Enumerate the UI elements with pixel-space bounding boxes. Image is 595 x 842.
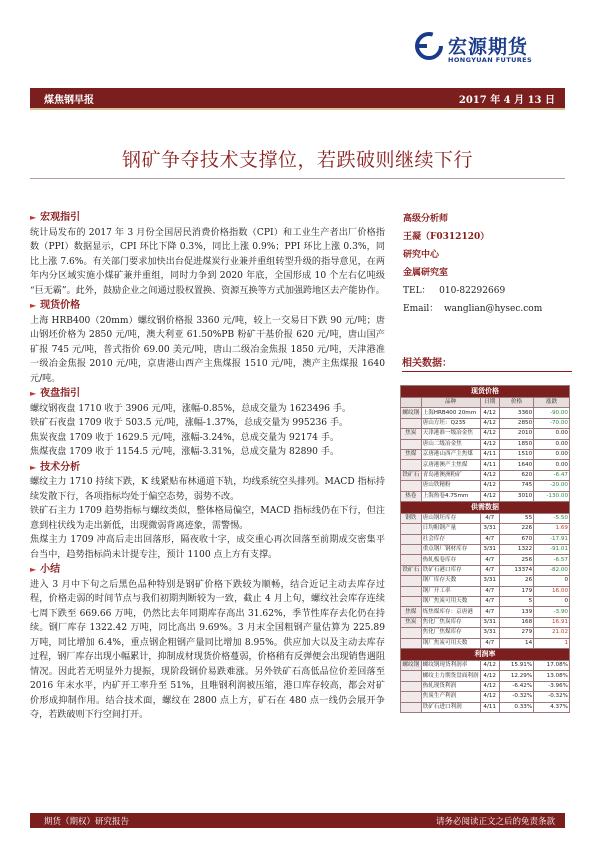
table-row [401,660,570,670]
table-column-header: 涨跌 [534,398,570,408]
table-cell-date: 4/11 [480,460,499,470]
table-row [401,597,570,607]
table-cell-val: 2010 [499,429,533,439]
table-row [401,439,570,449]
paragraph: 进入 3 月中下旬之后黑色品种特别是钢矿价格下跌较为顺畅，结合近记主动去库存过程，价格走弱的时间节点与我们初期判断较为一致，截止 4 月上旬，螺纹社会库存连续七周下跌至 669.66 万吨，仍然比去年同期库存高出 31.62%，季节性库存去化仍在持续。钢厂库存 1322.42 万吨，同比高出 9.69%。3 月末全国粗钢产量估算为 225.89 万吨，同比增加 6.4%，重点钢企粗钢产量同比增加 8.95%。供应加大以及主动去库存过程，钢厂库存出现小幅累计，抑制成材现货价格蔓弱，价格稍有反弹便会出现销售遇阻情况。因此若无明显外力提振，现阶段钢价易跌难涨。另外铁矿石高低品位价差回落至 2016 年末水平，内矿开工率升至 51%，且唯钢利润被压缩，港口库存较高，都会对矿价形成抑制作用。结合技术面，螺纹在 2800 点上方，矿石在 480 点一线仍会展开争夺，若跌破则下行空间打开。 [30,579,385,720]
table-cell-cat [401,638,422,648]
table-cell-chg: 0 [534,597,570,607]
table-cell-chg: 21.02 [534,628,570,638]
table-cell-val: 745 [499,481,533,491]
table-column-header: 品种 [421,398,480,408]
table-cell-name: 焦炭生产利润 [421,692,480,702]
table-cell-chg: 4.37% [534,702,570,712]
table-cell-date: 3/31 [480,524,499,534]
table-cell-chg: -90.00 [534,408,570,418]
table-cell-cat: 焦炭 [401,429,422,439]
table-cell-chg: 0.00 [534,449,570,459]
table-cell-name: 上海热卷4.75mm [421,491,480,501]
table-cell-cat [401,460,422,470]
table-cell-cat [401,681,422,691]
table-cell-date: 3/31 [480,576,499,586]
table-cell-date: 4/12 [480,408,499,418]
report-type: 煤焦钢早报 [44,95,94,106]
section-heading-macro: ► 宏观指引 [30,212,81,223]
table-cell-name: 日均粗钢产量 [421,524,480,534]
footer-left: 期货（期权）研究报告 [44,817,130,827]
table-cell-name: 上海HRB400 20mm [421,408,480,418]
table-cell-cat [401,481,422,491]
table-column-header: 日期 [480,398,499,408]
table-cell-chg: 16.00 [534,586,570,596]
table-cell-cat: 焦煤 [401,449,422,459]
paragraph: 统计局发布的 2017 年 3 月份全国居民消费价格指数（CPI）和工业生产者出厂价格指数（PPI）数据显示，CPI 环比下降 0.3%，同比上涨 0.9%；PPI 环比上涨 0.3%，同比上涨 7.6%。有关部门要求加快出台促进煤炭行业兼并重组转型升级的指导意见，在两年内分区域实施小煤矿兼并重组，同时力争到 2020 年底，全国形成 10 个左右亿吨级 “巨无霸”。此外，鼓励企业之间通过股权置换、资源互换等方式加强跨地区去产能协作。 [30,227,385,296]
table-column-header [401,398,422,408]
table-cell-cat [401,702,422,712]
table-row [401,460,570,470]
table-row [401,681,570,691]
table-cell-chg: 1 [534,638,570,648]
table-row [401,555,570,565]
table-cell-chg: -91.01 [534,545,570,555]
table-cell-name: 焦化厂焦炭库存 [421,617,480,627]
table-row [401,576,570,586]
arrow-bullet-icon: ► [30,564,37,574]
paragraph: 焦煤主力 1709 冲高后走出回落形，隔夜收十字，成交重心再次回落至前期成交密集平台当中，趋势指标尚未计提专注，预计 1100 点上方有支撑。 [30,535,385,560]
table-cell-date: 3/31 [480,628,499,638]
table-cell-val: 12.29% [499,671,533,681]
table-cell-cat [401,692,422,702]
table-cell-date: 4/7 [480,586,499,596]
table-cell-val: 3010 [499,491,533,501]
table-cell-chg: 1.69 [534,524,570,534]
table-cell-cat [401,439,422,449]
arrow-bullet-icon: ► [30,461,37,472]
table-cell-cat [401,545,422,555]
arrow-bullet-icon: ► [30,300,37,310]
table-cell-cat [401,628,422,638]
table-row [401,491,570,501]
table-header-row [401,398,570,408]
arrow-bullet-icon: ► [30,212,37,222]
table-cell-chg: -3.90 [534,607,570,617]
table-cell-date: 4/7 [480,565,499,575]
table-cell-val: -6.42% [499,681,533,691]
table-cell-name: 重点钢厂钢材库存 [421,545,480,555]
section-heading-night: ► 夜盘指引 [30,388,81,399]
table-cell-name: 青岛港澳洲粉矿 [421,470,480,480]
table-cell-name: 热轧板卷库存 [421,555,480,565]
analyst-email: Email： wanglian@hysec.com [403,304,543,314]
table-cell-val: 13374 [499,565,533,575]
table-cell-val: 55 [499,513,533,523]
table-cell-cat: 铁矿石 [401,470,422,480]
table-cell-name: 唐山方坯：Q235 [421,418,480,428]
table-section-title: 供需数据 [401,501,570,513]
table-row [401,524,570,534]
table-cell-date: 4/12 [480,491,499,501]
paragraph: 铁矿石主力 1709 趋势指标与螺纹类似，整体格局偏空，MACD 指标线仍在下行，但注意到柱状线为走出新低，出现微弱背离迹象，需警惕。 [30,506,385,531]
section-heading-summary: ► 小结 [30,564,61,575]
table-cell-cat [401,671,422,681]
table-cell-date: 4/12 [480,439,499,449]
table-cell-chg: -5.50 [534,513,570,523]
table-cell-name: 螺纹主力期货盘面利润 [421,671,480,681]
logo-en-text: HONGYUAN FUTURES [448,56,533,64]
arrow-bullet-icon: ► [30,388,37,398]
table-cell-name: 天津港准一级冶金焦 [421,429,480,439]
table-cell-cat [401,555,422,565]
table-cell-chg: 0.00 [534,439,570,449]
logo-cn-text: 宏源期货 [448,36,529,58]
table-cell-val: 2850 [499,418,533,428]
table-cell-chg: 0 [534,576,570,586]
table-cell-cat [401,524,422,534]
table-row [401,534,570,544]
table-cell-val: 1850 [499,439,533,449]
table-cell-cat [401,534,422,544]
table-cell-date: 4/7 [480,534,499,544]
section-heading-technical: ► 技术分析 [30,461,81,473]
table-cell-val: -0.32% [499,692,533,702]
table-cell-val: 179 [499,586,533,596]
table-row [401,692,570,702]
table-cell-chg: -17.91 [534,534,570,544]
report-footer-bar [30,813,565,828]
table-row [401,545,570,555]
table-cell-chg: -82.00 [534,565,570,575]
table-cell-date: 4/7 [480,638,499,648]
table-cell-chg: -6.57 [534,555,570,565]
table-cell-val: 0.33% [499,702,533,712]
table-cell-val: 1640 [499,460,533,470]
title-divider [30,178,565,179]
table-cell-name: 钢厂开工率 [421,586,480,596]
section-heading-spot: ► 现货价格 [30,300,81,311]
table-cell-date: 4/12 [480,481,499,491]
table-cell-name: 钢厂焦炭可用天数 [421,638,480,648]
table-cell-val: 1510 [499,449,533,459]
table-cell-chg: 16.91 [534,617,570,627]
table-cell-val: 14 [499,638,533,648]
table-cell-cat: 焦炭 [401,617,422,627]
table-cell-cat [401,597,422,607]
table-cell-chg: 0.00 [534,429,570,439]
table-cell-name: 钢厂焦炭可用天数 [421,597,480,607]
table-cell-cat [401,576,422,586]
table-cell-val: 226 [499,524,533,534]
report-header-bar [30,88,565,110]
table-cell-cat: 钢铁 [401,513,422,523]
table-cell-cat [401,418,422,428]
table-row [401,702,570,712]
company-logo [415,28,565,74]
table-cell-date: 4/12 [480,429,499,439]
table-cell-chg: -3.96% [534,681,570,691]
table-row [401,617,570,627]
table-cell-date: 4/11 [480,702,499,712]
table-cell-date: 4/12 [480,681,499,691]
report-date: 2017 年 4 月 13 日 [458,95,555,106]
table-cell-cat [401,586,422,596]
table-row [401,607,570,617]
table-cell-chg: -130.00 [534,491,570,501]
table-cell-date: 4/7 [480,513,499,523]
table-row [401,408,570,418]
table-row [401,449,570,459]
table-row [401,470,570,480]
table-cell-name: 社会库存 [421,534,480,544]
table-row [401,429,570,439]
table-row [401,628,570,638]
table-cell-date: 4/7 [480,607,499,617]
analyst-dept: 研究中心 [403,250,440,260]
table-cell-val: 5 [499,597,533,607]
table-cell-name: 唐山钢坯库存 [421,513,480,523]
table-cell-date: 4/12 [480,660,499,670]
table-cell-cat: 焦煤 [401,607,422,617]
table-cell-name: 炼焦煤库存：京唐港 [421,607,480,617]
table-cell-cat: 螺纹钢 [401,408,422,418]
table-cell-date: 4/12 [480,692,499,702]
table-cell-val: 26 [499,576,533,586]
table-row [401,565,570,575]
table-cell-val: 256 [499,555,533,565]
paragraph: 铁矿石夜盘 1709 收于 503.5 元/吨，涨幅-1.37%，总成交量为 995236 手。 [30,418,349,428]
table-row [401,418,570,428]
table-cell-date: 4/7 [480,555,499,565]
paragraph: 螺纹钢夜盘 1710 收于 3906 元/吨，涨幅-0.85%，总成交量为 1623496 手。 [30,403,352,414]
main-body [30,210,385,723]
table-cell-val: 279 [499,628,533,638]
table-cell-date: 4/12 [480,671,499,681]
table-cell-chg: 17.08% [534,660,570,670]
table-cell-chg: -6.47 [534,470,570,480]
paragraph: 焦炭夜盘 1709 收于 1629.5 元/吨，涨幅-3.24%，总成交量为 92174 手。 [30,432,340,443]
table-cell-val: 139 [499,607,533,617]
table-cell-chg: -20.00 [534,481,570,491]
table-cell-name: 铁矿石港口库存 [421,565,480,575]
paragraph: 焦煤夜盘 1709 收于 1154.5 元/吨，涨幅-3.31%，总成交量为 82890 手。 [30,447,340,457]
table-cell-name: 热轧现货利润 [421,681,480,691]
related-data-title: 相关数据： [402,354,572,372]
table-cell-name: 唐山二级冶金焦 [421,439,480,449]
table-cell-date: 3/31 [480,545,499,555]
table-cell-date: 4/7 [480,597,499,607]
paragraph: 上海 HRB400（20mm）螺纹钢价格报 3360 元/吨，较上一交易日下跌 90 元/吨；唐山钢坯价格为 2850 元/吨，澳大利亚 61.50%PB 粉矿干基价报 620 元/吨，唐山国产矿报 745 元/吨，普式指价 69.00 美元/吨，唐山二级冶金焦报 1850 元/吨，天津港准一级冶金焦报 2010 元/吨，京唐港山西产主焦煤报 1510 元/吨，澳产主焦煤报 1640 元/吨。 [30,315,385,384]
table-section-row [401,648,570,660]
table-cell-val: 168 [499,617,533,627]
table-cell-name: 京唐港澳产主焦煤 [421,460,480,470]
table-cell-name: 焦化厂焦煤库存 [421,628,480,638]
table-row [401,481,570,491]
table-cell-date: 4/11 [480,449,499,459]
table-cell-date: 4/12 [480,418,499,428]
table-section-row [401,386,570,398]
analyst-name: 王凝（F0312120） [403,232,490,242]
analyst-info [403,210,573,318]
table-cell-date: 3/31 [480,617,499,627]
table-cell-name: 唐山铁精粉 [421,481,480,491]
related-data-table [400,385,570,713]
analyst-tel: TEL： 010-82292669 [403,286,506,296]
table-section-title: 现货价格 [401,386,570,398]
table-cell-name: 京唐港山西产主焦煤 [421,449,480,459]
table-cell-chg: -0.32% [534,692,570,702]
table-section-row [401,501,570,513]
table-cell-date: 4/12 [480,470,499,480]
table-section-title: 利润率 [401,648,570,660]
table-cell-val: 15.91% [499,660,533,670]
hongyuan-logo-icon [415,32,443,60]
footer-right: 请务必阅读正文之后的免责条款 [435,817,555,827]
table-row [401,671,570,681]
table-cell-name: 铁矿石进口利润 [421,702,480,712]
table-row [401,638,570,648]
table-cell-cat: 热卷 [401,491,422,501]
table-cell-val: 620 [499,470,533,480]
table-cell-val: 670 [499,534,533,544]
table-cell-chg: 0.00 [534,460,570,470]
table-cell-chg: 13.08% [534,671,570,681]
table-cell-name: 螺纹钢现货利润率 [421,660,480,670]
table-cell-chg: -70.00 [534,418,570,428]
table-column-header: 价格 [499,398,533,408]
table-cell-val: 1322 [499,545,533,555]
table-cell-val: 3360 [499,408,533,418]
analyst-title: 高级分析师 [403,214,449,224]
table-cell-cat: 螺纹钢 [401,660,422,670]
report-title: 钢矿争夺技术支撑位，若跌破则继续下行 [121,149,473,171]
table-row [401,513,570,523]
analyst-subdept: 金属研究室 [403,268,449,278]
paragraph: 螺纹主力 1710 持续下跌，K 线紧贴布林通道下轨，均线系统空头排列。MACD 指标持续发散下行，各项指标均处于偏空态势，弱势不改。 [30,477,385,502]
table-cell-cat: 铁矿石 [401,565,422,575]
table-cell-name: 钢厂库存天数 [421,576,480,586]
table-row [401,586,570,596]
